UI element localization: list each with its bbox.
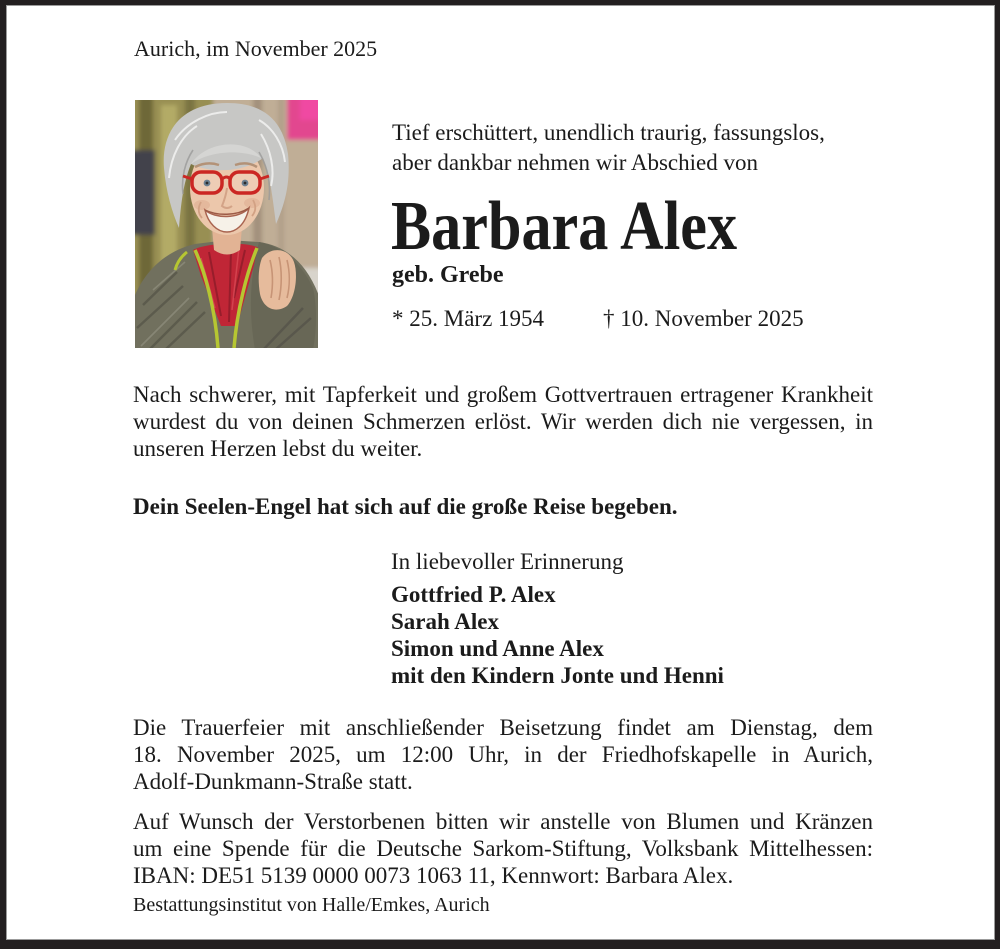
deceased-name: Barbara Alex bbox=[391, 188, 738, 265]
dateline: Aurich, im November 2025 bbox=[134, 36, 378, 61]
condolence-line: unseren Herzen lebst du weiter. bbox=[133, 436, 423, 461]
funeral-paragraph bbox=[133, 714, 873, 795]
mourners-list bbox=[391, 581, 724, 689]
photo-cheek-right bbox=[244, 198, 260, 208]
donation-paragraph bbox=[133, 808, 873, 889]
mourner: mit den Kindern Jonte und Henni bbox=[391, 663, 724, 688]
photo-hand bbox=[259, 250, 296, 309]
condolence-line: Nach schwerer, mit Tapferkeit und großem Gottvertrauen ertragener Krankheit bbox=[133, 382, 873, 407]
remembrance-heading: In liebevoller Erinnerung bbox=[391, 549, 624, 574]
mourner: Simon und Anne Alex bbox=[391, 636, 604, 661]
mourner: Gottfried P. Alex bbox=[391, 582, 556, 607]
birth-name: geb. Grebe bbox=[392, 262, 504, 288]
life-dates bbox=[392, 306, 872, 334]
condolence-line: wurdest du von deinen Schmerzen erlöst. Wir werden dich nie vergessen, in bbox=[133, 409, 873, 434]
condolence-paragraph bbox=[133, 381, 873, 462]
highlight-line: Dein Seelen-Engel hat sich auf die große Reise begeben. bbox=[133, 494, 678, 519]
donation-line: Auf Wunsch der Verstorbenen bitten wir anstelle von Blumen und Kränzen bbox=[133, 809, 873, 834]
portrait-photo-svg bbox=[135, 100, 318, 348]
portrait-photo bbox=[135, 100, 318, 348]
death-date: † 10. November 2025 bbox=[603, 306, 804, 331]
funeral-line: Adolf-Dunkmann-Straße statt. bbox=[133, 769, 413, 794]
donation-line: um eine Spende für die Deutsche Sarkom-Stiftung, Volksbank Mittelhessen: bbox=[133, 836, 873, 861]
mourner: Sarah Alex bbox=[391, 609, 499, 634]
funeral-line: Die Trauerfeier mit anschließender Beisetzung findet am Dienstag, dem bbox=[133, 715, 873, 740]
birth-date: * 25. März 1954 bbox=[392, 306, 545, 331]
funeral-line: 18. November 2025, um 12:00 Uhr, in der Friedhofskapelle in Aurich, bbox=[133, 742, 873, 767]
funeral-home-credit: Bestattungsinstitut von Halle/Emkes, Aurich bbox=[133, 894, 490, 916]
intro-line-2: aber dankbar nehmen wir Abschied von bbox=[392, 150, 758, 175]
intro-line-1: Tief erschüttert, unendlich traurig, fassungslos, bbox=[392, 120, 825, 145]
intro-text bbox=[392, 118, 825, 178]
photo-cheek-left bbox=[194, 200, 210, 210]
donation-line: IBAN: DE51 5139 0000 0073 1063 11, Kennwort: Barbara Alex. bbox=[133, 863, 734, 888]
